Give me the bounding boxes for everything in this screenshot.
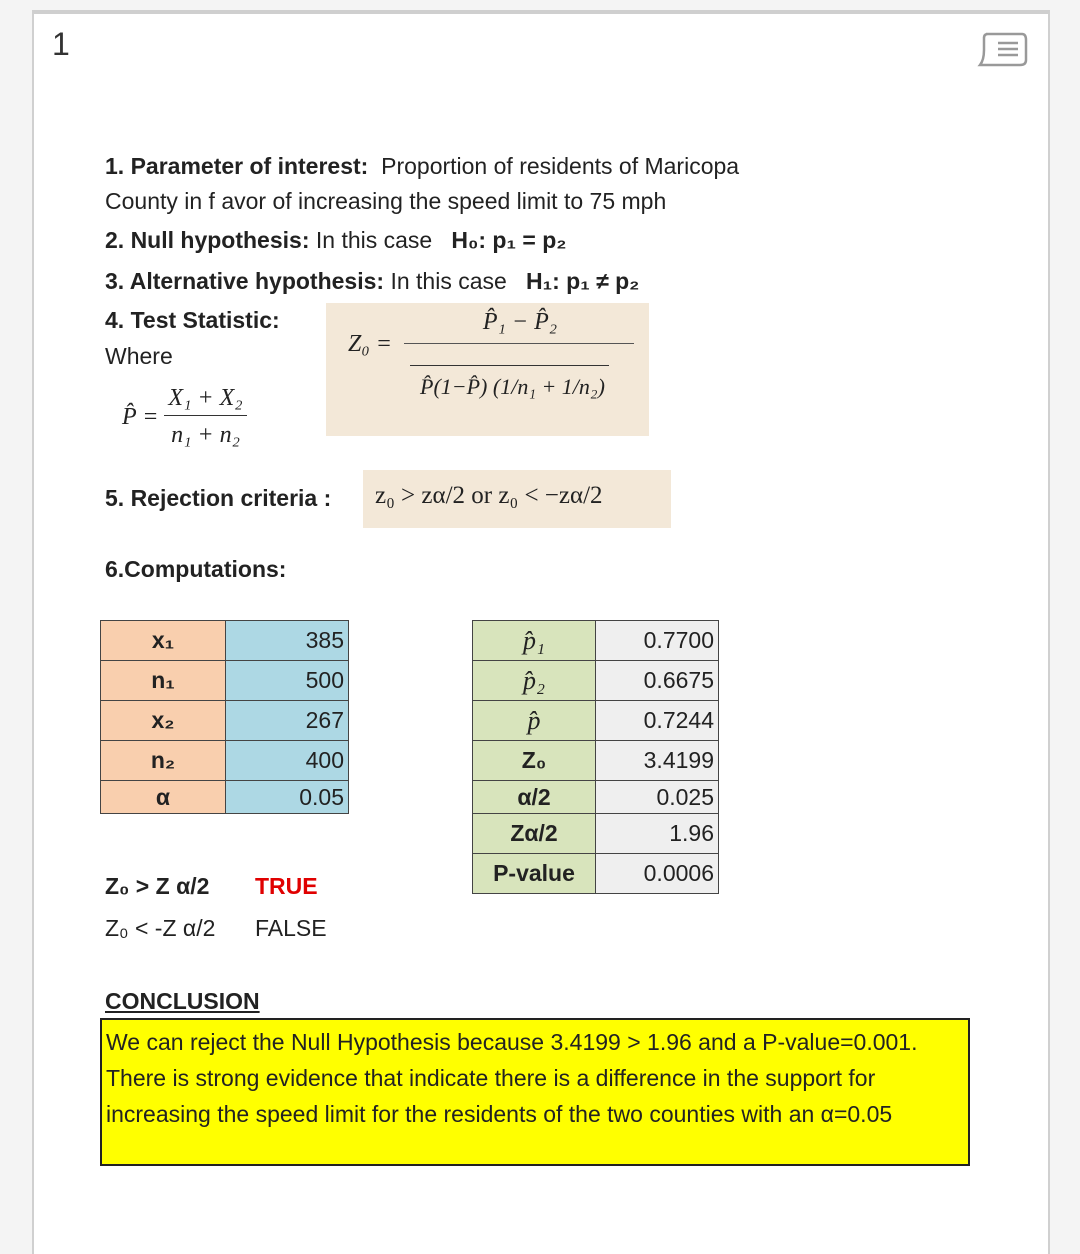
result-row	[473, 621, 719, 661]
input-label: x₂	[101, 701, 226, 741]
result-value: 3.4199	[596, 741, 719, 781]
conclusion-heading: CONCLUSION	[105, 988, 260, 1014]
test-label: Z₀ < -Z α/2	[105, 915, 216, 941]
result-value: 0.0006	[596, 854, 719, 894]
input-label: x₁	[101, 621, 226, 661]
result-label: α/2	[473, 781, 596, 814]
result-row	[473, 814, 719, 854]
item-computations: 6.Computations:	[105, 556, 287, 582]
test-label: Z₀ > Z α/2	[105, 873, 210, 899]
input-value: 400	[226, 741, 349, 781]
rejection-formula-box: z₀ > zα/2 or z₀ < −zα/2	[363, 470, 671, 528]
item-alt-hypothesis: 3. Alternative hypothesis: In this case H₁: p₁ ≠ p₂	[105, 268, 640, 294]
result-row	[473, 854, 719, 894]
test-result: FALSE	[255, 915, 327, 941]
input-table	[100, 620, 349, 814]
input-label: n₁	[101, 661, 226, 701]
result-label: P-value	[473, 854, 596, 894]
item-parameter-cont: County in f avor of increasing the speed limit to 75 mph	[105, 188, 667, 214]
result-value: 0.025	[596, 781, 719, 814]
input-row	[101, 661, 349, 701]
input-value: 500	[226, 661, 349, 701]
result-row	[473, 701, 719, 741]
item-null-hypothesis: 2. Null hypothesis: In this case H₀: p₁ = p₂	[105, 227, 567, 253]
page-number: 1	[52, 26, 70, 62]
pooled-formula: P̂ = $\frac{\text{X₁ + X₂}}{\text{n₁ + n₂}}$	[122, 385, 247, 449]
input-value: 385	[226, 621, 349, 661]
result-value: 0.6675	[596, 661, 719, 701]
input-value: 267	[226, 701, 349, 741]
comment-icon[interactable]	[976, 30, 1028, 68]
result-value: 0.7244	[596, 701, 719, 741]
result-label: p̂₂	[473, 661, 596, 701]
result-value: 0.7700	[596, 621, 719, 661]
item-parameter: 1. Parameter of interest: Proportion of residents of Maricopa	[105, 153, 740, 179]
input-row	[101, 781, 349, 814]
z-formula-box: Z₀ = P̂₁ − P̂₂ P̂(1−P̂) (1/n₁ + 1/n₂)	[326, 303, 649, 436]
test-result: TRUE	[255, 873, 318, 899]
result-label: Z₀	[473, 741, 596, 781]
item-rejection-criteria: 5. Rejection criteria :	[105, 485, 332, 511]
input-label: α	[101, 781, 226, 814]
result-value: 1.96	[596, 814, 719, 854]
input-row	[101, 621, 349, 661]
result-label: p̂₁	[473, 621, 596, 661]
where-label: Where	[105, 343, 173, 369]
input-row	[101, 701, 349, 741]
input-row	[101, 741, 349, 781]
result-row	[473, 781, 719, 814]
result-label: Zα/2	[473, 814, 596, 854]
item-test-statistic: 4. Test Statistic:	[105, 307, 280, 333]
result-label: p̂	[473, 701, 596, 741]
input-label: n₂	[101, 741, 226, 781]
conclusion-box: We can reject the Null Hypothesis because 3.4199 > 1.96 and a P-value=0.001. There is strong evidence that indicate there is a difference in the support for increasing the speed limit for the residents of the two counties with an α=0.05	[100, 1018, 970, 1166]
result-row	[473, 741, 719, 781]
result-table	[472, 620, 719, 894]
result-row	[473, 661, 719, 701]
input-value: 0.05	[226, 781, 349, 814]
